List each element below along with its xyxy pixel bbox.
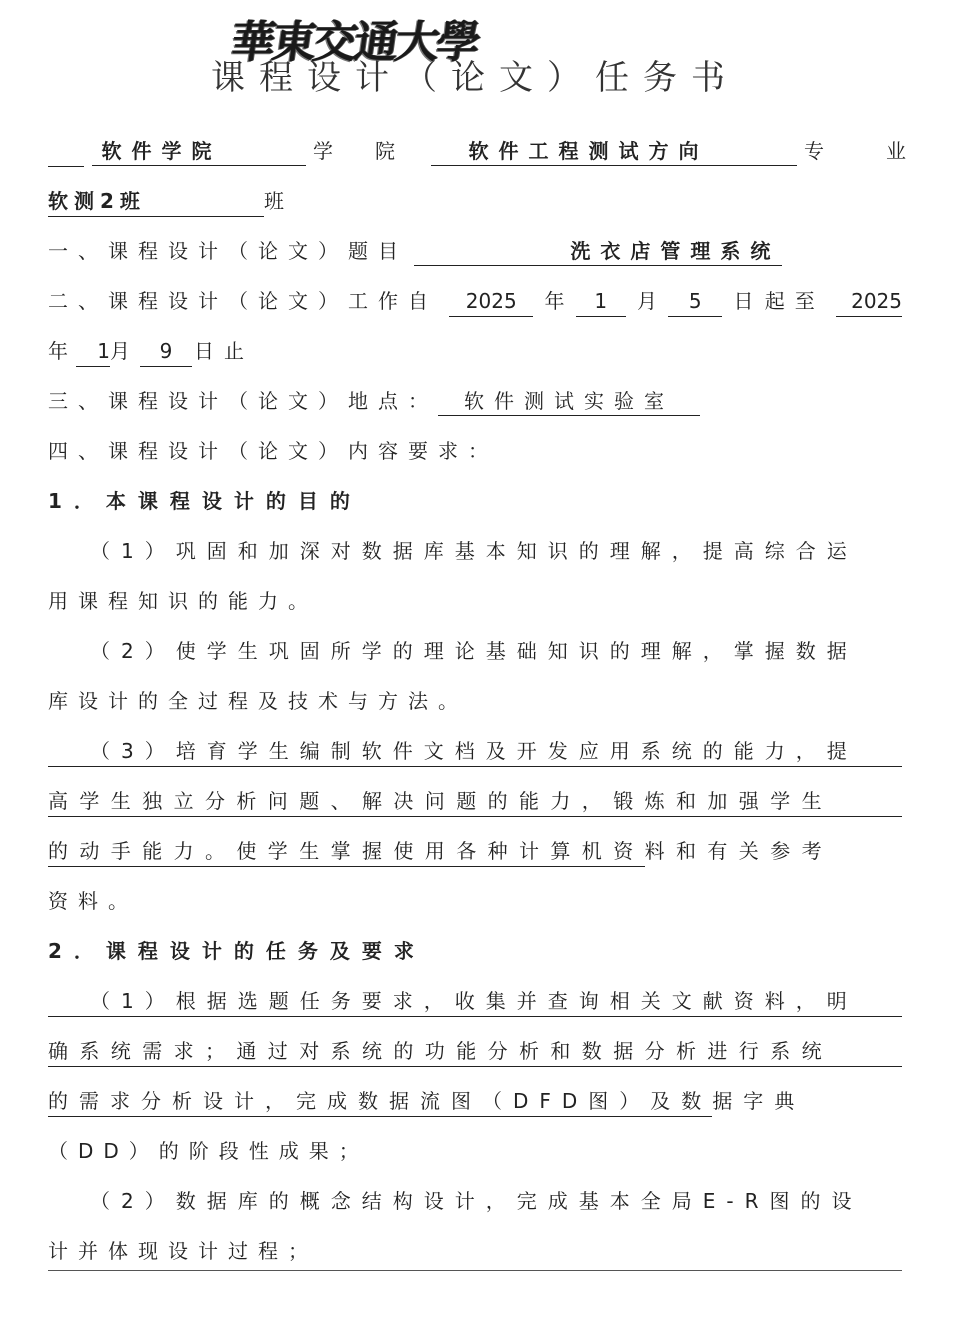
college-field: 软件学院 xyxy=(92,136,306,166)
s1-p3-line2: 高学生独立分析问题、解决问题的能力，锻炼和加强学生 xyxy=(48,786,902,817)
major-label: 专业 xyxy=(804,139,968,163)
end-month-char: 月 xyxy=(110,339,130,363)
s2-p2-line2: 计并体现设计过程； xyxy=(48,1239,318,1263)
s1-p2-line1: （2）使学生巩固所学的理论基础知识的理解，掌握数据 xyxy=(90,639,858,663)
topic-label: 一、课程设计（论文）题目 xyxy=(48,239,408,263)
location-value: 软件测试实验室 xyxy=(438,386,700,416)
start-month-char: 月 xyxy=(637,289,657,313)
college-blank-lead xyxy=(48,136,84,167)
from-to: 起至 xyxy=(764,289,825,313)
class-row xyxy=(48,186,902,217)
college-label: 学院 xyxy=(313,139,437,163)
content-label-row xyxy=(48,436,902,466)
s2-p1-line2: 确系统需求；通过对系统的功能分析和数据分析进行系统 xyxy=(48,1036,902,1067)
s1-p3-line4: 资料。 xyxy=(48,889,138,913)
topic-row xyxy=(48,236,902,266)
topic-value: 洗衣店管理系统 xyxy=(414,236,782,266)
class-field: 软测2班 xyxy=(48,186,264,217)
s1-p1-line2: 用课程知识的能力。 xyxy=(48,589,318,613)
content-label: 四、课程设计（论文）内容要求： xyxy=(48,439,498,463)
s1-p3-line1: （3）培育学生编制软件文档及开发应用系统的能力，提 xyxy=(48,736,902,767)
period-row-2 xyxy=(48,336,902,367)
location-row xyxy=(48,386,902,416)
end-month: 1 xyxy=(76,336,110,367)
end-suffix: 止 xyxy=(224,339,244,363)
end-day: 9 xyxy=(140,336,192,367)
period-label: 二、课程设计（论文）工作自 xyxy=(48,289,438,313)
section2-heading: 2．课程设计的任务及要求 xyxy=(48,939,426,963)
start-month: 1 xyxy=(576,286,626,317)
start-year-char: 年 xyxy=(544,289,565,313)
start-year: 2025 xyxy=(449,286,533,317)
college-major-row xyxy=(48,136,968,167)
class-label: 班 xyxy=(264,189,284,213)
location-label: 三、课程设计（论文）地点： xyxy=(48,389,438,413)
s2-p1-line3: 的需求分析设计，完成数据流图（DFD图）及数据字典 xyxy=(48,1086,902,1117)
s2-p2-line1: （2）数据库的概念结构设计，完成基本全局E-R图的设 xyxy=(90,1189,863,1213)
period-row xyxy=(48,286,902,317)
end-year-char: 年 xyxy=(48,339,68,363)
s2-p1-line1: （1）根据选题任务要求，收集并查询相关文献资料，明 xyxy=(48,986,902,1017)
end-day-char: 日 xyxy=(194,339,224,363)
section1-heading: 1．本课程设计的目的 xyxy=(48,489,362,513)
s1-p3-line3: 的动手能力。使学生掌握使用各种计算机资料和有关参考 xyxy=(48,836,902,867)
start-day: 5 xyxy=(668,286,722,317)
s2-p1-line4: （DD）的阶段性成果； xyxy=(48,1139,369,1163)
end-year: 2025 xyxy=(836,286,902,317)
university-logo: 華東交通大學 xyxy=(227,17,481,68)
s1-p1-line1: （1）巩固和加深对数据库基本知识的理解，提高综合运 xyxy=(90,539,858,563)
major-field: 软件工程测试方向 xyxy=(431,136,797,166)
document-title: 课程设计（论文）任务书 xyxy=(211,58,739,98)
s1-p2-line2: 库设计的全过程及技术与方法。 xyxy=(48,689,468,713)
start-day-char: 日 xyxy=(733,289,754,313)
bottom-divider xyxy=(48,1270,902,1271)
